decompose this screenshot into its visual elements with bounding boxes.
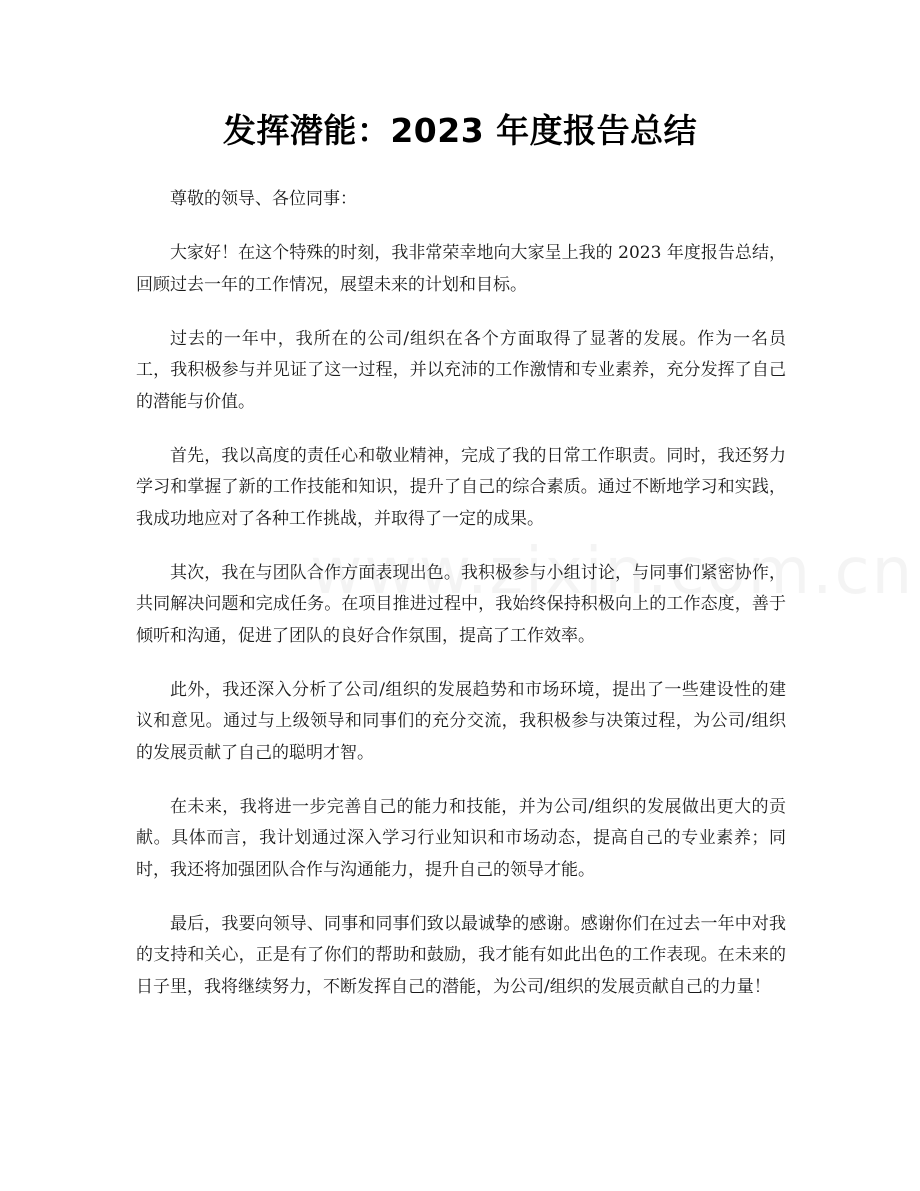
body-paragraph: 大家好！在这个特殊的时刻，我非常荣幸地向大家呈上我的 2023 年度报告总结，回顾过去一年的工作情况，展望未来的计划和目标。 [136, 243, 786, 295]
body-paragraph: 在未来，我将进一步完善自己的能力和技能，并为公司/组织的发展做出更大的贡献。具体而言，我计划通过深入学习行业知识和市场动态，提高自己的专业素养；同时，我还将加强团队合作与沟通能力，提升自己的领导才能。 [136, 796, 786, 880]
closing-paragraph: 最后，我要向领导、同事和同事们致以最诚挚的感谢。感谢你们在过去一年中对我的支持和关心，正是有了你们的帮助和鼓励，我才能有如此出色的工作表现。在未来的日子里，我将继续努力，不断发挥自己的潜能，为公司/组织的发展贡献自己的力量！ [136, 913, 786, 997]
body-paragraph: 此外，我还深入分析了公司/组织的发展趋势和市场环境，提出了一些建设性的建议和意见。通过与上级领导和同事们的充分交流，我积极参与决策过程，为公司/组织的发展贡献了自己的聪明才智。 [136, 679, 786, 763]
body-paragraph: 首先，我以高度的责任心和敬业精神，完成了我的日常工作职责。同时，我还努力学习和掌握了新的工作技能和知识，提升了自己的综合素质。通过不断地学习和实践，我成功地应对了各种工作挑战，并取得了一定的成果。 [136, 445, 786, 529]
salutation-paragraph: 尊敬的领导、各位同事： [170, 189, 357, 209]
document-title: 发挥潜能：2023 年度报告总结 [222, 111, 698, 150]
body-paragraph: 其次，我在与团队合作方面表现出色。我积极参与小组讨论，与同事们紧密协作，共同解决问题和完成任务。在项目推进过程中，我始终保持积极向上的工作态度，善于倾听和沟通，促进了团队的良好合作氛围，提高了工作效率。 [136, 562, 786, 646]
document-body [136, 184, 786, 1026]
body-paragraph: 过去的一年中，我所在的公司/组织在各个方面取得了显著的发展。作为一名员工，我积极参与并见证了这一过程，并以充沛的工作激情和专业素养，充分发挥了自己的潜能与价值。 [136, 328, 786, 412]
